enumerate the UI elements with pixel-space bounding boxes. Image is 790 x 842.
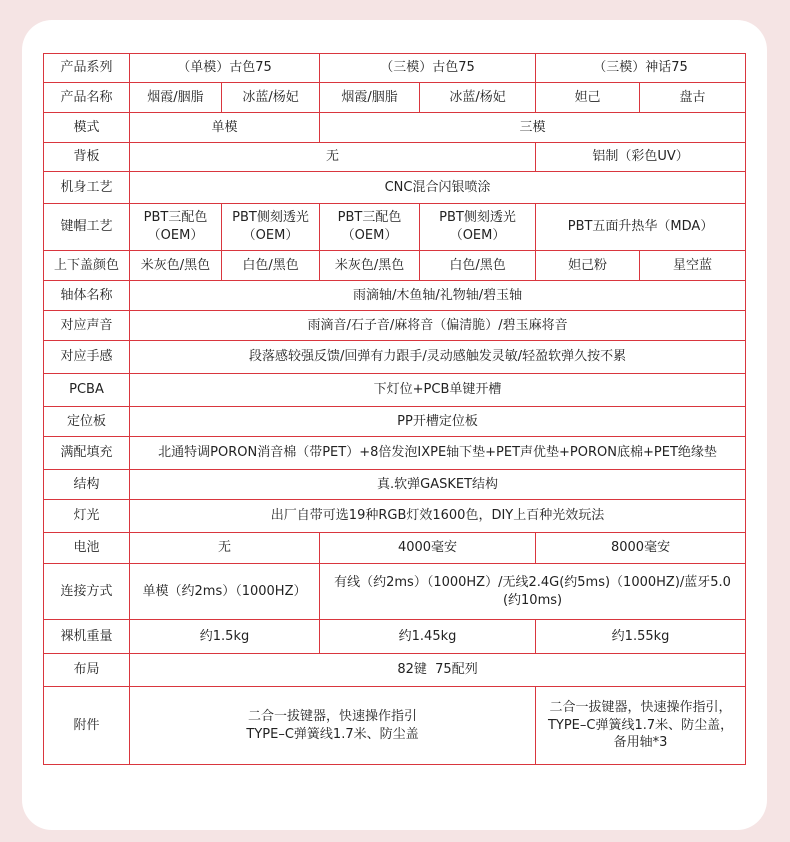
name-cell: 妲己 <box>536 83 640 113</box>
case-color-cell: 白色/黑色 <box>420 251 536 281</box>
label-layout: 布局 <box>44 654 130 687</box>
row-plate <box>44 407 746 437</box>
name-cell: 盘古 <box>640 83 746 113</box>
body-process-value: CNC混合闪银喷涂 <box>130 172 746 204</box>
mode-single: 单模 <box>130 113 320 143</box>
label-switch: 轴体名称 <box>44 281 130 311</box>
row-names <box>44 83 746 113</box>
label-keycap: 键帽工艺 <box>44 204 130 251</box>
row-light <box>44 500 746 533</box>
label-accessory: 附件 <box>44 687 130 765</box>
label-light: 灯光 <box>44 500 130 533</box>
accessory-myth-line2: TYPE–C弹簧线1.7米、防尘盖， <box>547 717 734 733</box>
accessory-myth <box>536 687 746 765</box>
row-keycap <box>44 204 746 251</box>
label-names: 产品名称 <box>44 83 130 113</box>
case-color-cell: 白色/黑色 <box>222 251 320 281</box>
light-value: 出厂自带可选19种RGB灯效1600色，DIY上百种光效玩法 <box>130 500 746 533</box>
name-cell: 烟霞/胭脂 <box>320 83 420 113</box>
case-color-cell: 米灰色/黑色 <box>130 251 222 281</box>
row-structure <box>44 470 746 500</box>
label-mode: 模式 <box>44 113 130 143</box>
row-filling <box>44 437 746 470</box>
switch-value: 雨滴轴/木鱼轴/礼物轴/碧玉轴 <box>130 281 746 311</box>
backplate-none: 无 <box>130 143 536 172</box>
keycap-cell: PBT三配色（OEM） <box>320 204 420 251</box>
name-cell: 烟霞/胭脂 <box>130 83 222 113</box>
case-color-cell: 星空蓝 <box>640 251 746 281</box>
name-cell: 冰蓝/杨妃 <box>420 83 536 113</box>
keycap-cell: PBT三配色（OEM） <box>130 204 222 251</box>
row-weight <box>44 620 746 654</box>
weight-single: 约1.5kg <box>130 620 320 654</box>
label-structure: 结构 <box>44 470 130 500</box>
spec-table <box>43 53 746 765</box>
accessory-main-line1: 二合一拔键器，快速操作指引 <box>248 708 418 724</box>
label-plate: 定位板 <box>44 407 130 437</box>
label-sound: 对应声音 <box>44 311 130 341</box>
backplate-alu: 铝制（彩色UV） <box>536 143 746 172</box>
accessory-main-line2: TYPE–C弹簧线1.7米、防尘盖 <box>246 726 419 742</box>
keycap-cell: PBT侧刻透光（OEM） <box>222 204 320 251</box>
sound-value: 雨滴音/石子音/麻将音（偏清脆）/碧玉麻将音 <box>130 311 746 341</box>
layout-value: 82键 75配列 <box>130 654 746 687</box>
weight-triple-gu: 约1.45kg <box>320 620 536 654</box>
case-color-cell: 妲己粉 <box>536 251 640 281</box>
series-triple-myth: （三模）神话75 <box>536 54 746 83</box>
plate-value: PP开槽定位板 <box>130 407 746 437</box>
row-connect <box>44 564 746 620</box>
pcba-value: 下灯位+PCB单键开槽 <box>130 374 746 407</box>
battery-none: 无 <box>130 533 320 564</box>
label-body-process: 机身工艺 <box>44 172 130 204</box>
row-feel <box>44 341 746 374</box>
weight-triple-myth: 约1.55kg <box>536 620 746 654</box>
label-series: 产品系列 <box>44 54 130 83</box>
label-battery: 电池 <box>44 533 130 564</box>
label-filling: 满配填充 <box>44 437 130 470</box>
accessory-myth-line3: 备用轴*3 <box>613 735 668 751</box>
row-sound <box>44 311 746 341</box>
accessory-myth-line1: 二合一拔键器，快速操作指引， <box>549 700 732 716</box>
case-color-cell: 米灰色/黑色 <box>320 251 420 281</box>
series-triple-gu: （三模）古色75 <box>320 54 536 83</box>
row-mode <box>44 113 746 143</box>
row-backplate <box>44 143 746 172</box>
label-connect: 连接方式 <box>44 564 130 620</box>
mode-triple: 三模 <box>320 113 746 143</box>
row-switch <box>44 281 746 311</box>
connect-single: 单模（约2ms）（1000HZ） <box>130 564 320 620</box>
row-body-process <box>44 172 746 204</box>
accessory-main <box>130 687 536 765</box>
label-case-color: 上下盖颜色 <box>44 251 130 281</box>
connect-triple: 有线（约2ms）（1000HZ）/无线2.4G(约5ms)（1000HZ)/蓝牙5.0 (约10ms) <box>320 564 746 620</box>
row-battery <box>44 533 746 564</box>
label-pcba: PCBA <box>44 374 130 407</box>
battery-8000: 8000毫安 <box>536 533 746 564</box>
feel-value: 段落感较强反馈/回弹有力跟手/灵动感触发灵敏/轻盈软弹久按不累 <box>130 341 746 374</box>
row-case-color <box>44 251 746 281</box>
series-single-gu: （单模）古色75 <box>130 54 320 83</box>
row-layout <box>44 654 746 687</box>
filling-value: 北通特调PORON消音棉（带PET）+8倍发泡IXPE轴下垫+PET声优垫+PORON底棉+PET绝缘垫 <box>130 437 746 470</box>
battery-4000: 4000毫安 <box>320 533 536 564</box>
keycap-mda: PBT五面升热华（MDA） <box>536 204 746 251</box>
name-cell: 冰蓝/杨妃 <box>222 83 320 113</box>
label-feel: 对应手感 <box>44 341 130 374</box>
row-pcba <box>44 374 746 407</box>
label-backplate: 背板 <box>44 143 130 172</box>
row-series <box>44 54 746 83</box>
keycap-cell: PBT侧刻透光（OEM） <box>420 204 536 251</box>
structure-value: 真.软弹GASKET结构 <box>130 470 746 500</box>
row-accessory <box>44 687 746 765</box>
label-weight: 裸机重量 <box>44 620 130 654</box>
